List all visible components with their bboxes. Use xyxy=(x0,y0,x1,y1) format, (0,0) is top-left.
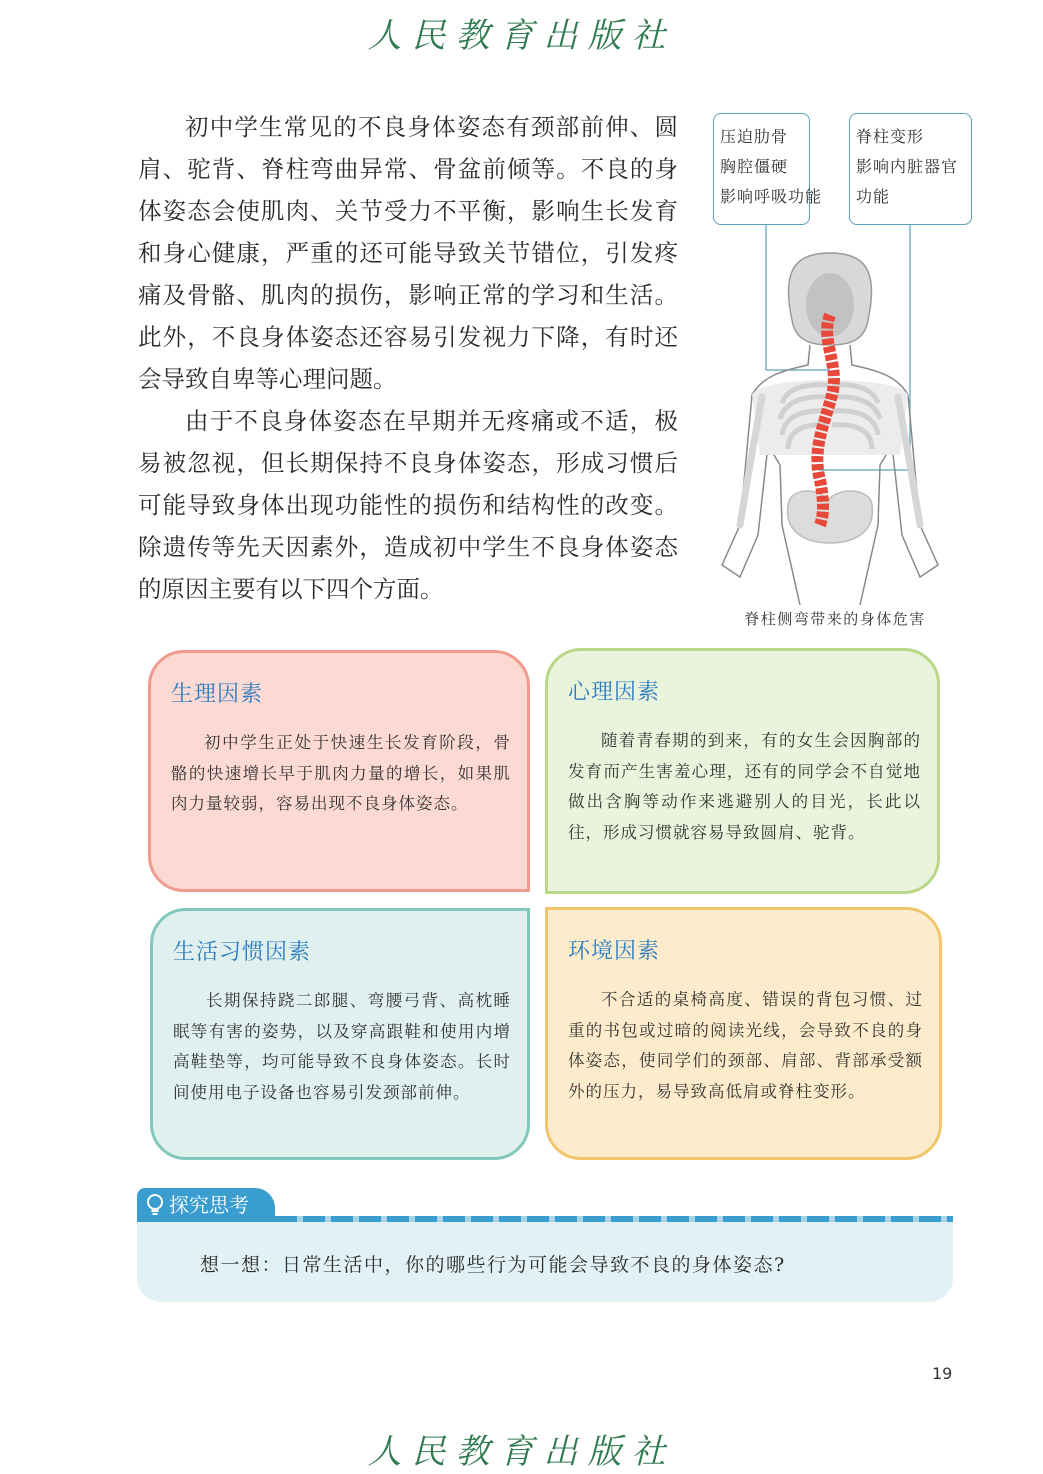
lightbulb-icon xyxy=(145,1194,165,1216)
callout-line: 压迫肋骨 xyxy=(720,127,789,146)
factor-title: 心理因素 xyxy=(568,680,661,705)
explore-divider xyxy=(275,1216,953,1222)
figure-caption: 脊柱侧弯带来的身体危害 xyxy=(744,610,926,628)
factor-card-environment xyxy=(545,907,942,1160)
paragraph-1: 初中学生常见的不良身体姿态有颈部前伸、圆肩、驼背、脊柱弯曲异常、骨盆前倾等。不良的身体姿态会使肌肉、关节受力不平衡，影响生长发育和身心健康，严重的还可能导致关节错位，引发疼痛及骨骼、肌肉的损伤，影响正常的学习和生活。此外，不良身体姿态还容易引发视力下降，有时还会导致自卑等心理问题。 xyxy=(138,113,678,393)
skeleton-illustration xyxy=(700,225,960,605)
callout-spine xyxy=(849,113,972,225)
callout-line: 脊柱变形 xyxy=(856,127,925,146)
factor-text: 随着青春期的到来，有的女生会因胸部的发育而产生害羞心理，还有的同学会不自觉地做出含胸等动作来逃避别人的目光，长此以往，形成习惯就容易导致圆肩、驼背。 xyxy=(568,731,921,842)
factor-text: 长期保持跷二郎腿、弯腰弓背、高枕睡眠等有害的姿势，以及穿高跟鞋和使用内增高鞋垫等，均可能导致不良身体姿态。长时间使用电子设备也容易引发颈部前伸。 xyxy=(173,991,511,1102)
factor-text: 不合适的桌椅高度、错误的背包习惯、过重的书包或过暗的阅读光线，会导致不良的身体姿态，使同学们的颈部、肩部、背部承受额外的压力，易导致高低肩或脊柱变形。 xyxy=(568,990,923,1101)
factor-card-physiological xyxy=(148,650,530,892)
callout-line: 影响内脏器官 xyxy=(856,157,959,176)
paragraph-2: 由于不良身体姿态在早期并无疼痛或不适，极易被忽视，但长期保持不良身体姿态，形成习惯后可能导致身体出现功能性的损伤和结构性的改变。除遗传等先天因素外，造成初中学生不良身体姿态的原因主要有以下四个方面。 xyxy=(138,407,678,603)
body-text xyxy=(138,106,678,610)
explore-question: 想一想：日常生活中，你的哪些行为可能会导致不良的身体姿态? xyxy=(200,1254,786,1276)
callout-line: 胸腔僵硬 xyxy=(720,157,789,176)
factor-card-habits xyxy=(150,908,530,1160)
factor-title: 生理因素 xyxy=(171,682,264,707)
factor-card-psychological xyxy=(545,648,940,894)
callout-line: 影响呼吸功能 xyxy=(720,187,823,206)
factor-title: 环境因素 xyxy=(568,939,661,964)
explore-heading xyxy=(137,1188,275,1222)
publisher-header: 人民教育出版社 xyxy=(367,16,676,56)
callout-line: 功能 xyxy=(856,187,891,206)
explore-title: 探究思考 xyxy=(169,1193,249,1217)
publisher-footer: 人民教育出版社 xyxy=(367,1432,676,1472)
callout-ribs xyxy=(713,113,823,225)
factor-title: 生活习惯因素 xyxy=(173,940,312,965)
factor-text: 初中学生正处于快速生长发育阶段，骨骼的快速增长早于肌肉力量的增长，如果肌肉力量较弱，容易出现不良身体姿态。 xyxy=(171,733,511,813)
page-number: 19 xyxy=(932,1364,953,1383)
